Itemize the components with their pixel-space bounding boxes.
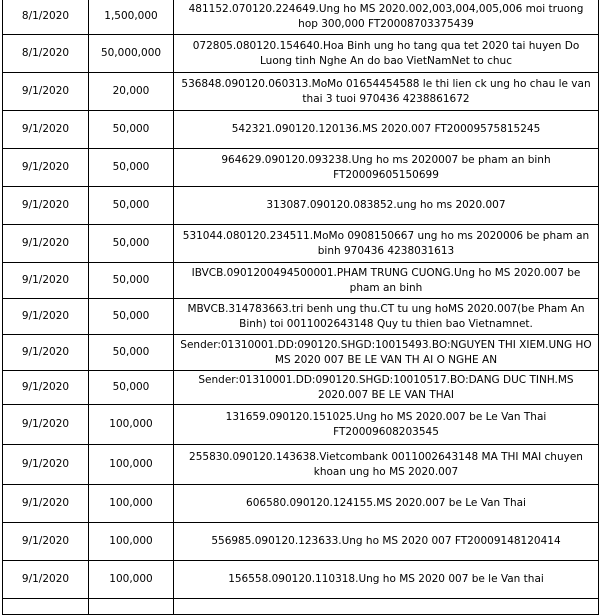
description-cell: 255830.090120.143638.Vietcombank 0011002643148 MA THI MAI chuyen khoan ung ho MS 2020.007 [174,445,599,485]
amount-cell: 1,500,000 [89,0,174,35]
amount-cell [89,599,174,615]
date-cell: 9/1/2020 [3,111,89,149]
amount-cell: 50,000 [89,371,174,405]
table-row [3,111,599,149]
date-cell [3,599,89,615]
description-cell: MBVCB.314783663.tri benh ung thu.CT tu ung hoMS 2020.007(be Pham An Binh) toi 0011002643148 Quy tu thien bao Vietnamnet. [174,299,599,335]
table-row [3,225,599,263]
amount-cell: 100,000 [89,445,174,485]
date-cell: 8/1/2020 [3,35,89,73]
date-cell: 9/1/2020 [3,225,89,263]
description-cell: 536848.090120.060313.MoMo 01654454588 le thi lien ck ung ho chau le van thai 3 tuoi 970436 4238861672 [174,73,599,111]
table-row [3,299,599,335]
date-cell: 9/1/2020 [3,445,89,485]
table-row [3,335,599,371]
description-cell: Sender:01310001.DD:090120.SHGD:10015493.BO:NGUYEN THI XIEM.UNG HO MS 2020 007 BE LE VAN TH AI O NGHE AN [174,335,599,371]
amount-cell: 20,000 [89,73,174,111]
description-cell: IBVCB.0901200494500001.PHAM TRUNG CUONG.Ung ho MS 2020.007 be pham an binh [174,263,599,299]
date-cell: 9/1/2020 [3,73,89,111]
amount-cell: 50,000 [89,111,174,149]
donation-table [2,0,599,615]
donation-table-body [3,0,599,615]
date-cell: 9/1/2020 [3,263,89,299]
table-row [3,405,599,445]
description-cell: 313087.090120.083852.ung ho ms 2020.007 [174,187,599,225]
description-cell [174,599,599,615]
date-cell: 9/1/2020 [3,405,89,445]
description-cell: 964629.090120.093238.Ung ho ms 2020007 be pham an binh FT20009605150699 [174,149,599,187]
description-cell: 156558.090120.110318.Ung ho MS 2020 007 be le Van thai [174,561,599,599]
table-row [3,445,599,485]
amount-cell: 50,000 [89,299,174,335]
amount-cell: 100,000 [89,485,174,523]
amount-cell: 50,000,000 [89,35,174,73]
table-row [3,35,599,73]
description-cell: Sender:01310001.DD:090120.SHGD:10010517.BO:DANG DUC TINH.MS 2020.007 BE LE VAN THAI [174,371,599,405]
table-row [3,485,599,523]
description-cell: 556985.090120.123633.Ung ho MS 2020 007 FT20009148120414 [174,523,599,561]
description-cell: 072805.080120.154640.Hoa Binh ung ho tang qua tet 2020 tai huyen Do Luong tinh Nghe An do bao VietNamNet to chuc [174,35,599,73]
description-cell: 131659.090120.151025.Ung ho MS 2020.007 be Le Van Thai FT20009608203545 [174,405,599,445]
table-row [3,187,599,225]
date-cell: 9/1/2020 [3,299,89,335]
amount-cell: 100,000 [89,561,174,599]
date-cell: 9/1/2020 [3,485,89,523]
amount-cell: 50,000 [89,187,174,225]
table-row [3,149,599,187]
date-cell: 9/1/2020 [3,371,89,405]
description-cell: 606580.090120.124155.MS 2020.007 be Le Van Thai [174,485,599,523]
description-cell: 542321.090120.120136.MS 2020.007 FT20009575815245 [174,111,599,149]
description-cell: 531044.080120.234511.MoMo 0908150667 ung ho ms 2020006 be pham an binh 970436 4238031613 [174,225,599,263]
table-row [3,599,599,615]
description-cell: 481152.070120.224649.Ung ho MS 2020.002,003,004,005,006 moi truong hop 300,000 FT20008703375439 [174,0,599,35]
date-cell: 9/1/2020 [3,335,89,371]
amount-cell: 50,000 [89,263,174,299]
table-row [3,0,599,35]
date-cell: 9/1/2020 [3,149,89,187]
amount-cell: 50,000 [89,149,174,187]
amount-cell: 100,000 [89,523,174,561]
amount-cell: 50,000 [89,225,174,263]
amount-cell: 50,000 [89,335,174,371]
table-row [3,73,599,111]
date-cell: 9/1/2020 [3,523,89,561]
amount-cell: 100,000 [89,405,174,445]
date-cell: 9/1/2020 [3,561,89,599]
table-row [3,263,599,299]
table-row [3,371,599,405]
date-cell: 8/1/2020 [3,0,89,35]
date-cell: 9/1/2020 [3,187,89,225]
table-row [3,523,599,561]
